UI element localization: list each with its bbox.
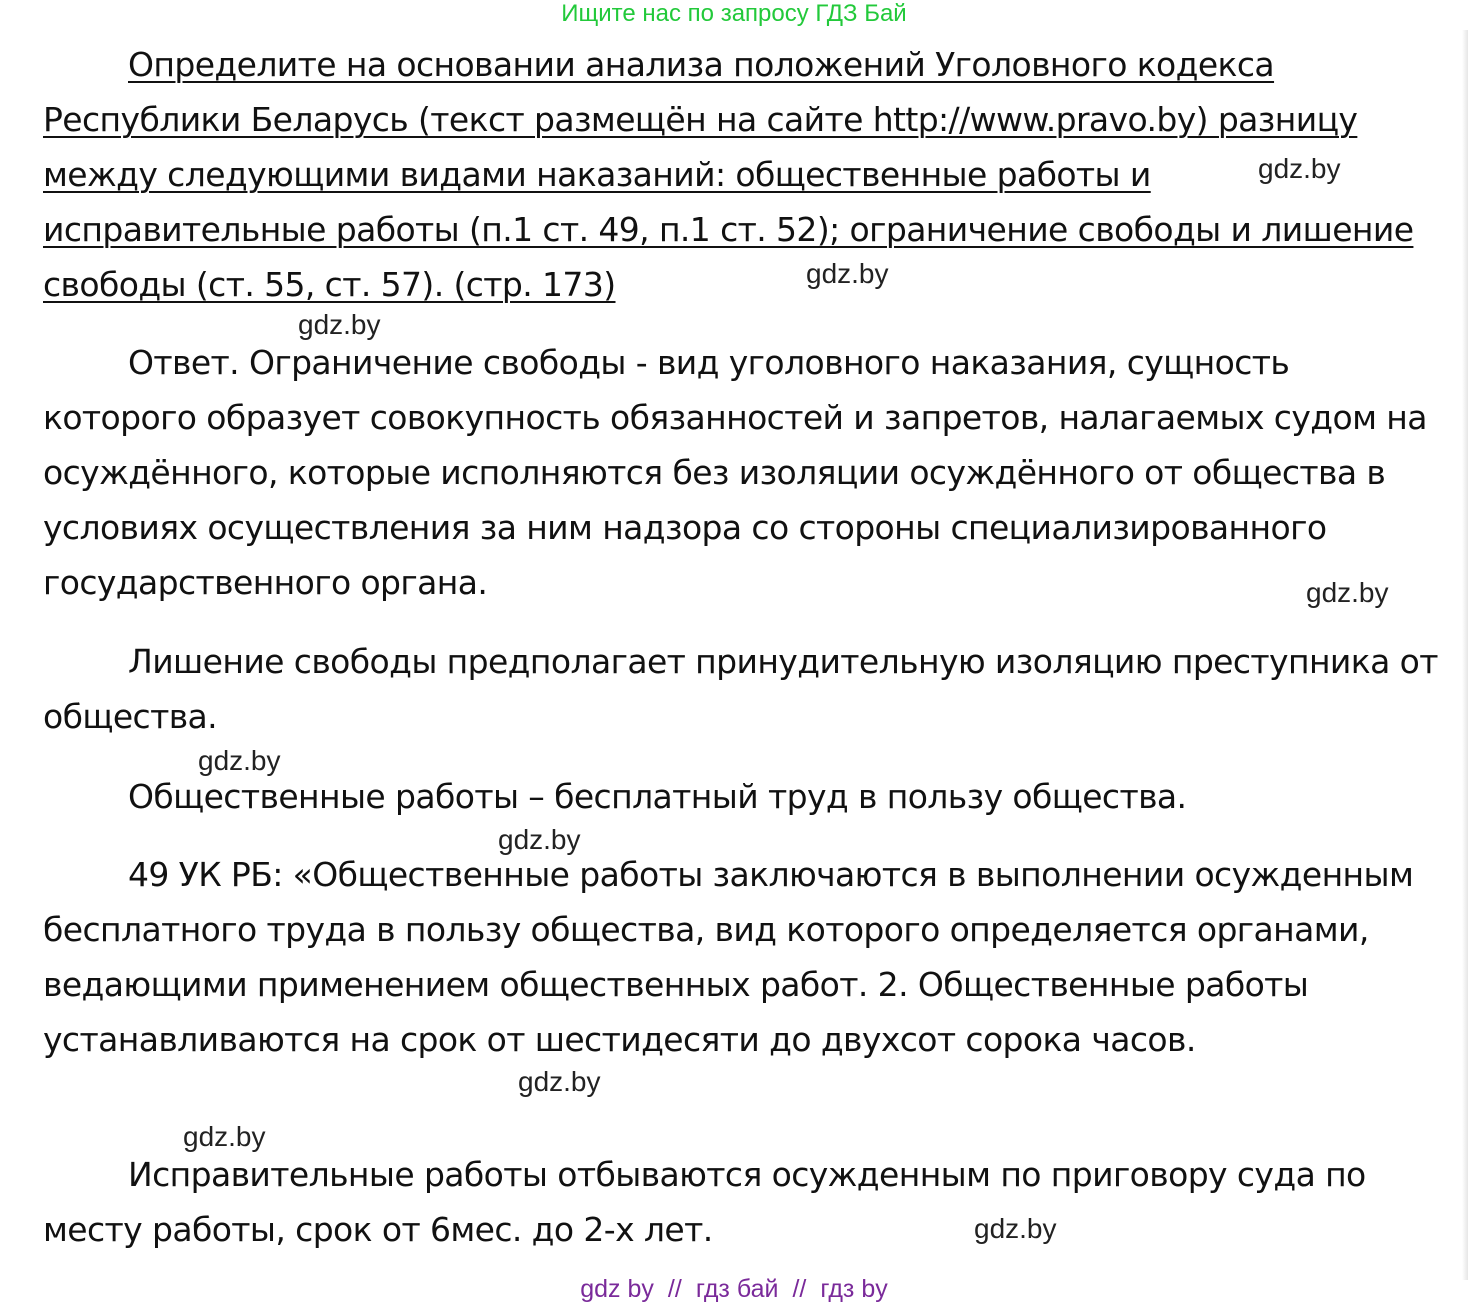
answer-paragraph-4: 49 УК РБ: «Общественные работы заключаются в выполнении осужденным бесплатного труда в пользу общества, вид которого определяется органами, ведающими применением общественных работ. 2. Общественные работы устанавливаются на срок от шестидесяти до двухсот сорока часов. [43, 855, 1414, 1059]
question-text: Определите на основании анализа положений Уголовного кодекса Республики Беларусь (текст размещён на сайте http://www.pravo.by) разницу между следующими видами наказаний: общественные работы и исправительные работы (п.1 ст. 49, п.1 ст. 52); ограничение свободы и лишение свободы (ст. 55, ст. 57). (стр. 173) [43, 45, 1414, 304]
footer-separator: // [667, 1275, 682, 1303]
footer-link-gdz-by-cyrillic[interactable]: гдз by [820, 1275, 888, 1303]
watermark: gdz.by [1258, 153, 1341, 184]
footer-separator: // [792, 1275, 807, 1303]
answer-paragraph-3: Общественные работы – бесплатный труд в пользу общества. [128, 777, 1187, 816]
footer-links [0, 1274, 1468, 1304]
answer-paragraph-2: Лишение свободы предполагает принудительную изоляцию преступника от общества. [43, 642, 1438, 736]
watermark: gdz.by [498, 824, 581, 855]
watermark: gdz.by [806, 258, 889, 289]
page-edge-shadow [1462, 30, 1468, 1280]
answer-paragraph-5: Исправительные работы отбываются осужденным по приговору суда по месту работы, срок от 6мес. до 2-х лет. [43, 1155, 1366, 1249]
watermark: gdz.by [974, 1213, 1057, 1244]
watermark: gdz.by [1306, 577, 1389, 608]
watermark: gdz.by [183, 1121, 266, 1152]
top-banner: Ищите нас по запросу ГДЗ Бай [561, 0, 907, 27]
watermark: gdz.by [298, 309, 381, 340]
watermark: gdz.by [518, 1066, 601, 1097]
watermark: gdz.by [198, 745, 281, 776]
footer-link-gdz-by[interactable]: gdz by [580, 1275, 654, 1303]
answer-paragraph-1: Ответ. Ограничение свободы - вид уголовного наказания, сущность которого образует совокупность обязанностей и запретов, налагаемых судом на осуждённого, которые исполняются без изоляции осуждённого от общества в условиях осуществления за ним надзора со стороны специализированного государственного органа. [43, 343, 1427, 602]
footer-link-gdz-bai[interactable]: гдз бай [695, 1275, 779, 1303]
